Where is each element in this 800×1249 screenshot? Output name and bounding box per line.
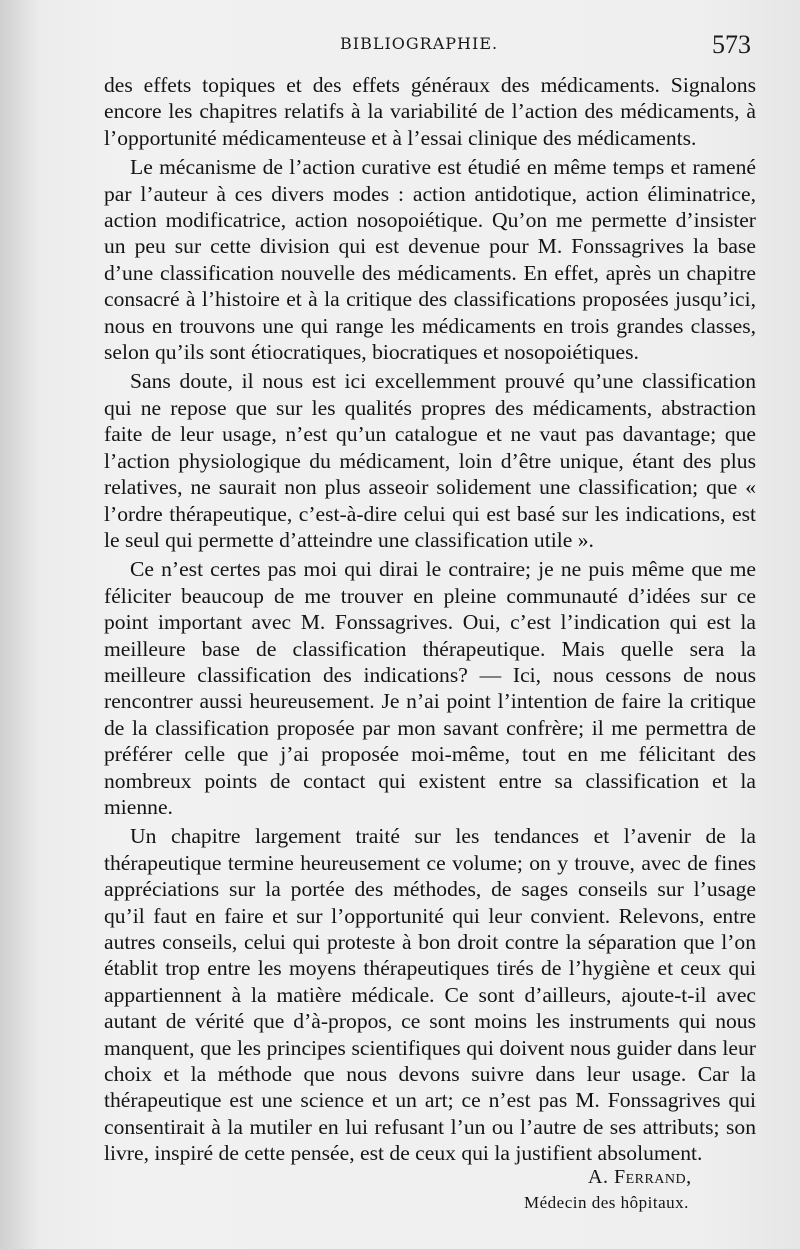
paragraph-continuation: des effets topiques et des effets généraux des médicaments. Signalons encore les chapitres relatifs à la variabilité de l’action des médicaments, à l’opportunité médicamenteuse et à l’essai clinique des médicaments. — [104, 73, 756, 150]
page-number: 573 — [712, 30, 751, 59]
author-name: A. Ferrand, — [588, 1166, 692, 1188]
page-header — [0, 30, 800, 60]
paragraph-indications: Ce n’est certes pas moi qui dirai le contraire; je ne puis même que me féliciter beaucoup de me trouver en pleine communauté d’idées sur ce point important avec M. Fonssagrives. Oui, c’est l’indication qui est la meilleure base de classification thérapeutique. Mais quelle sera la meilleure classification des indications? — Ici, nous cessons de nous rencontrer aussi heureusement. Je n’ai point l’intention de faire la critique de la classification proposée par mon savant confrère; il me permettra de préférer celle que j’ai proposée moi-même, tout en me félicitant des nombreux points de contact qui existent entre sa classification et la mienne. — [104, 557, 756, 819]
body-text — [104, 72, 756, 1167]
author-title: Médecin des hôpitaux. — [524, 1193, 689, 1212]
paragraph-conclusion: Un chapitre largement traité sur les tendances et l’avenir de la thérapeutique termine heureusement ce volume; on y trouve, avec de fines appréciations sur la portée des méthodes, de sages conseils sur l’usage qu’il faut en faire et sur l’opportunité qui leur convient. Relevons, entre autres conseils, celui qui proteste à bon droit contre la séparation que l’on établit trop entre les moyens thérapeutiques tirés de l’hygiène et ceux qui appartiennent à la matière médicale. Ce sont d’ailleurs, ajoute-t-il avec autant de vérité que d’à-propos, ce sont moins les instruments qui nous manquent, que les principes scientifiques qui doivent nous guider dans leur choix et la méthode que nous devons suivre dans leur usage. Car la thérapeutique est une science et un art; ce n’est pas M. Fonssagrives qui consentirait à la mutiler en lui refusant l’un ou l’autre de ses attributs; son livre, inspiré de cette pensée, est de ceux qui la justifient absolument. — [104, 824, 756, 1166]
paragraph-classification-critique: Sans doute, il nous est ici excellemment prouvé qu’une classification qui ne repose que sur les qualités propres des médicaments, abstraction faite de leur usage, n’est qu’un catalogue et ne vaut pas davantage; que l’action physiologique du médicament, loin d’être unique, étant des plus relatives, ne saurait non plus asseoir solidement une classification; que « l’ordre thérapeutique, c’est-à-dire celui qui est basé sur les indications, est le seul qui permette d’atteindre une classification utile ». — [104, 369, 756, 552]
running-head: BIBLIOGRAPHIE. — [340, 34, 499, 53]
paragraph-mechanism: Le mécanisme de l’action curative est étudié en même temps et ramené par l’auteur à ces divers modes : action antidotique, action éliminatrice, action modificatrice, action nosopoiétique. Qu’on me permette d’insister un peu sur cette division qui est devenue pour M. Fonssagrives la base d’une classification nouvelle des médicaments. En effet, après un chapitre consacré à l’histoire et à la critique des classifications proposées jusqu’ici, nous en trouvons une qui range les médicaments en trois grandes classes, selon qu’ils sont étiocratiques, biocratiques et nosopoiétiques. — [104, 155, 756, 365]
